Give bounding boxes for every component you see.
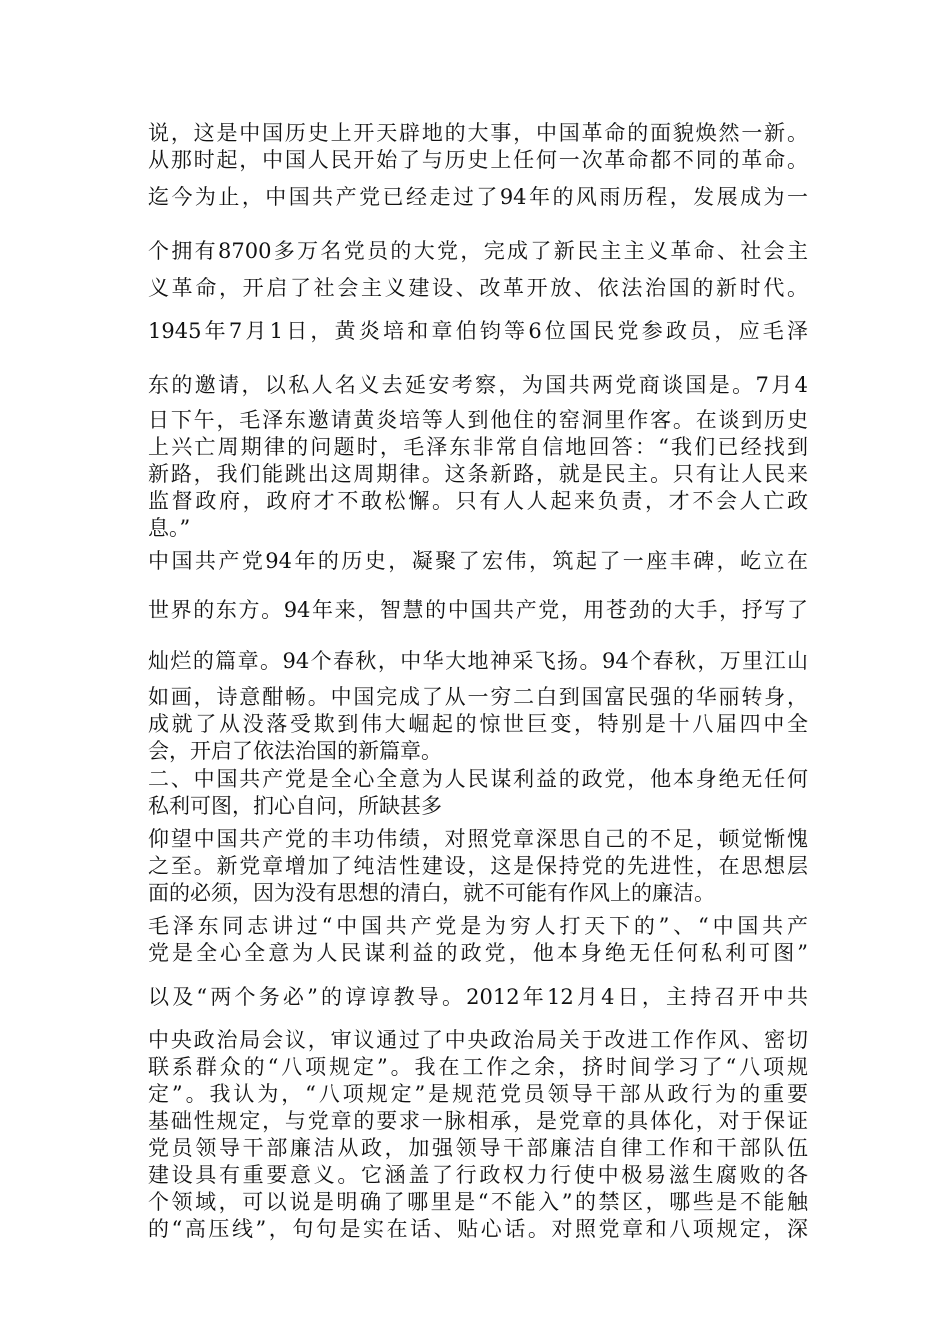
- text-line: 的“高压线”，句句是实在话、贴心话。对照党章和八项规定，深: [148, 1217, 808, 1241]
- text-line: 新路，我们能跳出这周期律。这条新路，就是民主。只有让人民来: [148, 462, 808, 486]
- text-line: 迄今为止，中国共产党已经走过了94年的风雨历程，发展成为一: [148, 185, 808, 209]
- text-line: 息。”: [148, 516, 191, 540]
- text-line: 中国共产党94年的历史，凝聚了宏伟，筑起了一座丰碑，屹立在: [148, 549, 808, 573]
- text-line: 党员领导干部廉洁从政，加强领导干部廉洁自律工作和干部队伍: [148, 1136, 808, 1160]
- text-line: 成就了从没落受欺到伟大崛起的惊世巨变，特别是十八届四中全: [148, 712, 808, 736]
- text-line: 定”。我认为，“八项规定”是规范党员领导干部从政行为的重要: [148, 1082, 808, 1106]
- text-line: 毛泽东同志讲过“中国共产党是为穷人打天下的”、“中国共产: [148, 914, 808, 938]
- text-line: 从那时起，中国人民开始了与历史上任何一次革命都不同的革命。: [148, 148, 808, 172]
- text-line: 灿烂的篇章。94个春秋，中华大地神采飞扬。94个春秋，万里江山: [148, 649, 808, 673]
- text-line: 个领域，可以说是明确了哪里是“不能入”的禁区，哪些是不能触: [148, 1190, 808, 1214]
- text-line: 联系群众的“八项规定”。我在工作之余，挤时间学习了“八项规: [148, 1055, 808, 1079]
- section-heading: 二、中国共产党是全心全意为人民谋利益的政党，他本身绝无任何: [148, 767, 808, 791]
- text-line: 说，这是中国历史上开天辟地的大事，中国革命的面貌焕然一新。: [148, 121, 808, 145]
- text-line: 1945年7月1日，黄炎培和章伯钧等6位国民党参政员，应毛泽: [148, 319, 808, 343]
- text-line: 之至。新党章增加了纯洁性建设，这是保持党的先进性，在思想层: [148, 854, 808, 878]
- text-line: 东的邀请，以私人名义去延安考察，为国共两党商谈国是。7月4: [148, 373, 808, 397]
- text-line: 建设具有重要意义。它涵盖了行政权力行使中极易滋生腐败的各: [148, 1163, 808, 1187]
- text-line: 以及“两个务必”的谆谆教导。2012年12月4日，主持召开中共: [148, 985, 808, 1009]
- text-line: 上兴亡周期律的问题时，毛泽东非常自信地回答：“我们已经找到: [148, 435, 808, 459]
- text-line: 会，开启了依法治国的新篇章。: [148, 739, 442, 763]
- text-line: 仰望中国共产党的丰功伟绩，对照党章深思自己的不足，顿觉惭愧: [148, 827, 808, 851]
- text-line: 党是全心全意为人民谋利益的政党，他本身绝无任何私利可图”: [148, 941, 808, 965]
- text-line: 中央政治局会议，审议通过了中央政治局关于改进工作作风、密切: [148, 1028, 808, 1052]
- text-line: 义革命，开启了社会主义建设、改革开放、依法治国的新时代。: [148, 276, 808, 300]
- text-line: 日下午，毛泽东邀请黄炎培等人到他住的窑洞里作客。在谈到历史: [148, 408, 808, 432]
- text-line: 世界的东方。94年来，智慧的中国共产党，用苍劲的大手，抒写了: [148, 598, 808, 622]
- text-line: 个拥有8700多万名党员的大党，完成了新民主主义革命、社会主: [148, 239, 808, 263]
- text-line: 基础性规定，与党章的要求一脉相承，是党章的具体化，对于保证: [148, 1109, 808, 1133]
- text-line: 如画，诗意酣畅。中国完成了从一穷二白到国富民强的华丽转身，: [148, 685, 808, 709]
- text-line: 监督政府，政府才不敢松懈。只有人人起来负责，才不会人亡政: [148, 489, 808, 513]
- text-line: 面的必须，因为没有思想的清白，就不可能有作风上的廉洁。: [148, 881, 715, 905]
- section-heading: 私利可图，扪心自问，所缺甚多: [148, 794, 442, 818]
